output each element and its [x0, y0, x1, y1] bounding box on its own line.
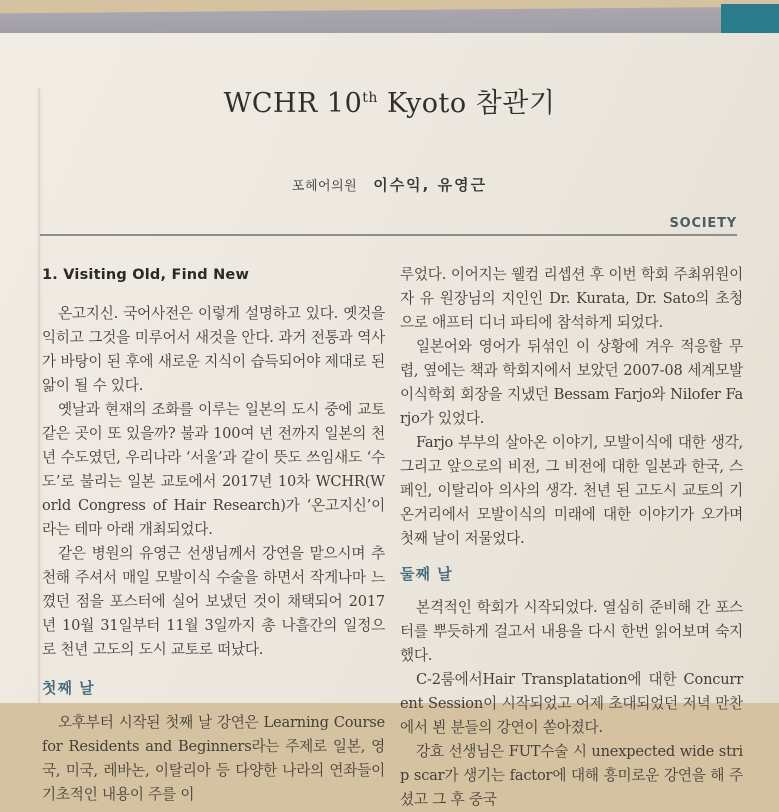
- byline: [0, 174, 779, 195]
- paragraph: 같은 병원의 유영근 선생님께서 강연을 맡으시며 추천해 주셔서 매일 모발이식 수술을 하면서 작게나마 느꼈던 점을 포스터에 실어 보냈던 것이 채택되어 2017년 10월 31일부터 11월 3일까지 총 나흘간의 일정으로 천년 고도의 도시 교토로 떠났다.: [42, 545, 385, 658]
- paragraph: 옛날과 현재의 조화를 이루는 일본의 도시 중에 교토 같은 곳이 또 있을까? 불과 100여 년 전까지 일본의 천년 수도였던, 우리나라 ‘서울’과 같이 뜻도 쓰임새도 ‘수도’로 불리는 일본 교토에서 2017년 10차 WCHR(World Congress of Hair Research)가 ‘온고지신’이라는 테마 아래 개최되었다.: [42, 401, 385, 538]
- article-title-prefix: WCHR 10: [223, 88, 363, 119]
- day-heading-first-day: 첫째 날: [42, 679, 95, 697]
- magazine-page: [0, 33, 779, 808]
- byline-authors: 이수익, 유영근: [373, 176, 488, 194]
- subsection-heading-visiting-old: 1. Visiting Old, Find New: [42, 267, 250, 283]
- paragraph: 오후부터 시작된 첫째 날 강연은 Learning Course for Residents and Beginners라는 주제로 일본, 영국, 미국, 레바논, 이탈리아 등 다양한 나라의 연좌들이 기초적인 내용이 주를 이: [42, 714, 385, 803]
- paragraph-continuation: 루었다. 이어지는 웰컴 리셉션 후 이번 학회 주최위원이자 유 원장님의 지인인 Dr. Kurata, Dr. Sato의 초청으로 애프터 디너 파티에 참석하게 되었다.: [400, 266, 743, 331]
- article-title-superscript: th: [362, 90, 378, 106]
- section-corner-tab: [721, 4, 779, 33]
- byline-affiliation: 포헤어의원: [291, 179, 358, 194]
- paragraph: C-2룸에서Hair Transplatation에 대한 Concurrent Session이 시작되었고 어제 초대되었던 저녁 만찬에서 뵌 분들의 강연이 쏟아졌다.: [400, 671, 743, 736]
- paragraph: Farjo 부부의 살아온 이야기, 모발이식에 대한 생각, 그리고 앞으로의 비전, 그 비전에 대한 일본과 한국, 스페인, 이탈리아 의사의 생각. 천년 된 고도시 교토의 기온거리에서 모발이식의 미래에 대한 이야기가 오가며 첫째 날이 저물었다.: [400, 434, 743, 547]
- page-gutter-shadow: [38, 88, 40, 703]
- article-body: [42, 263, 743, 812]
- paragraph: 본격적인 학회가 시작되었다. 열심히 준비해 간 포스터를 뿌듯하게 걸고서 내용을 다시 한번 읽어보며 숙지했다.: [400, 599, 743, 664]
- right-column: [400, 263, 743, 812]
- paragraph: 온고지신. 국어사전은 이렇게 설명하고 있다. 옛것을 익히고 그것을 미루어서 새것을 안다. 과거 전통과 역사가 바탕이 된 후에 새로운 지식이 습득되어야 제대로 된 앎이 될 수 있다.: [42, 305, 385, 394]
- paragraph: 일본어와 영어가 뒤섞인 이 상황에 겨우 적응할 무렵, 옆에는 책과 학회지에서 보았던 2007-08 세계모발이식학회 회장을 지냈던 Bessam Farjo와 Nilofer Farjo가 있었다.: [400, 338, 743, 427]
- left-column: [42, 263, 385, 812]
- section-label: SOCIETY: [669, 216, 737, 231]
- article-title-suffix: Kyoto 참관기: [377, 88, 556, 119]
- header-rule: [40, 234, 737, 236]
- day-heading-second-day: 둘째 날: [400, 565, 453, 583]
- article-title: [0, 81, 779, 120]
- paragraph: 강효 선생님은 FUT수술 시 unexpected wide strip scar가 생기는 factor에 대해 흥미로운 강연을 해 주셨고 그 후 중국: [400, 743, 743, 808]
